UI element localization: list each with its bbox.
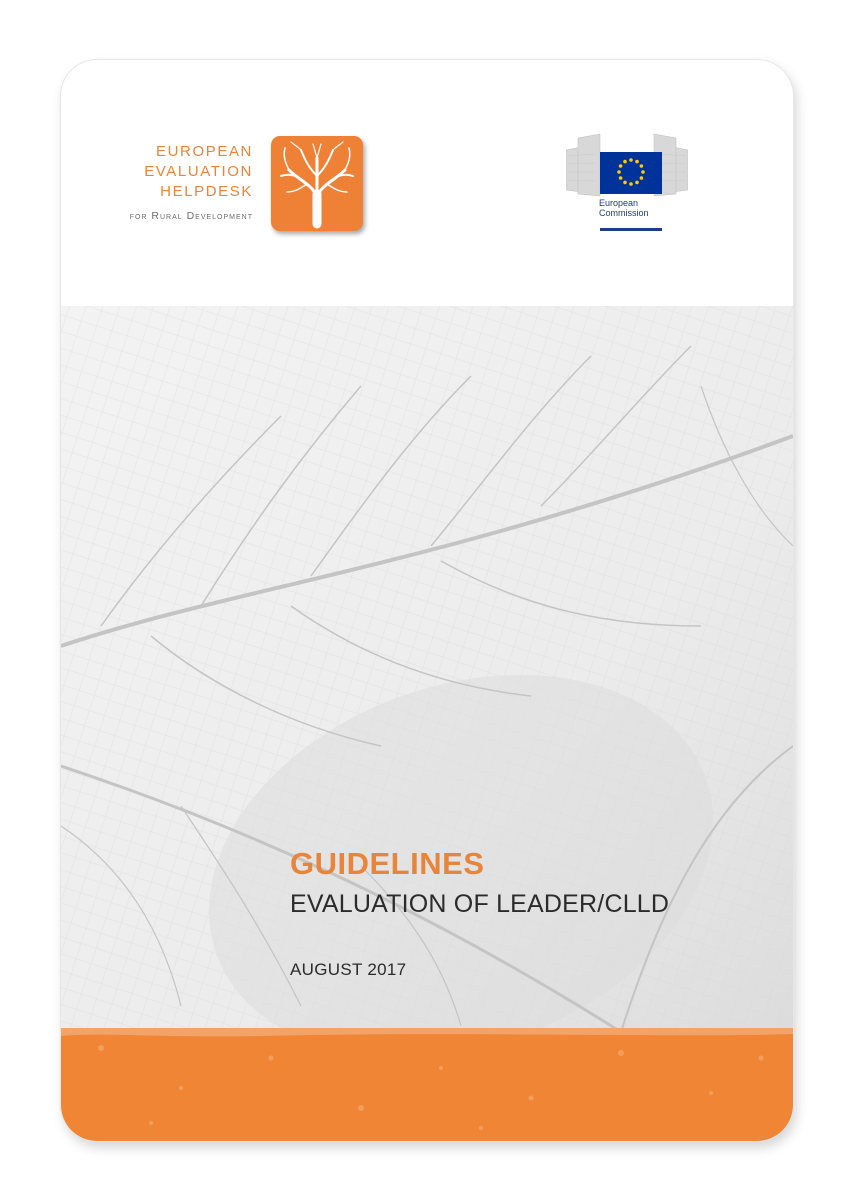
cover-card [61, 60, 793, 1141]
ec-label-line2: Commission [599, 208, 649, 218]
eeh-line-3: HELPDESK [160, 183, 253, 200]
document-title: EVALUATION OF LEADER/CLLD [290, 890, 670, 918]
tree-icon [271, 136, 363, 231]
texture-overlay [61, 1028, 793, 1141]
publication-date: AUGUST 2017 [290, 960, 407, 979]
cover-header [61, 60, 793, 306]
eeh-line-2: EVALUATION [144, 163, 253, 180]
ec-label [599, 198, 649, 218]
title-block [290, 846, 669, 980]
eeh-subtitle: for Rural Development [129, 210, 253, 222]
eeh-wordmark [113, 142, 253, 202]
document-type: GUIDELINES [290, 846, 485, 881]
leaf-background [61, 306, 793, 1032]
eeh-line-1: EUROPEAN [156, 143, 253, 160]
footer-band [61, 1028, 793, 1141]
ec-label-line1: European [599, 198, 639, 208]
